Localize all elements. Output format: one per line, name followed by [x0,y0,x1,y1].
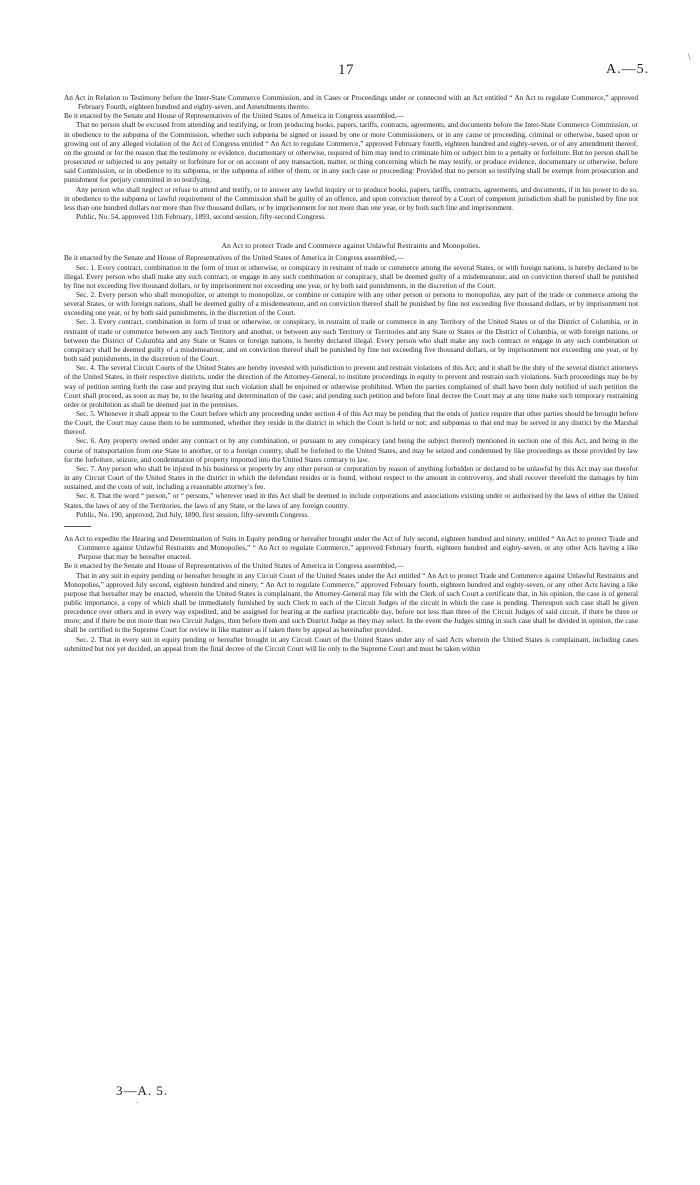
signature-mark: 3—A. 5. [116,1083,169,1098]
footer-dot: · [136,1099,139,1107]
act-title-expedite: An Act to expedite the Hearing and Determination of Suits in Equity pending or hereafter brought under the Act of July second, eighteen hundred and ninety, entitled “ An Act to protect Trade and Commerce against Unlawful Restraints and Monopolies,” “ An Act to regulate Commerce,” approved February fourth, eighteen hundred and eighty-seven, or any other Acts having a like Purpose that may be hereafter enacted. [64,533,638,562]
enacting-clause: Be it enacted by the Senate and House of Representatives of the United States of America in Congress assembled,— [64,561,404,571]
act-section: Sec. 2. That in every suit in equity pending or hereafter brought in any Circuit Court of the United States under any of said Acts wherein the United States is complainant, including cases submitted but not yet decided, an appeal from the final decree of the Circuit Court will lie only to the Supreme Court and must be taken within [64,634,638,653]
section-divider [64,526,91,527]
act-citation: Public, No. 190, approved, 2nd July, 1890, first session, fifty-seventh Congress. [76,509,310,519]
enacting-clause: Be it enacted by the Senate and House of Representatives of the United States of America in Congress assembled,— [64,111,404,121]
act-section: Sec. 6. Any property owned under any contract or by any combination, or pursuant to any conspiracy (and being the subject thereof) mentioned in section one of this Act, and being in the course of transportation from one State to another, or to a foreign country, shall be forfeited to the United States, and may be seized and condemned by like proceedings as those provided by law for the forfeiture, seizure, and condemnation of property imported into the United States contrary to law. [64,436,638,464]
act-paragraph: That in any suit in equity pending or hereafter brought in any Circuit Court of the United States under the Act entitled “ An Act to protect Trade and Commerce against Unlawful Restraints and Monopolies,” approved July second, eighteen hundred and ninety, “ An Act to regulate Commerce,” approved February fourth, eighteen hundred and eighty-seven, or any other Acts having a like purpose that hereafter may be enacted, wherein the United States is complainant, the Attorney-General may file with the Clerk of such Court a certificate that, in his opinion, the case is of general public importance, a copy of which shall be immediately furnished by such Clerk to each of the Circuit Judges of the circuit in which the case is pending. Thereupon such case shall be given precedence over others and in every way expedited, and be assigned for hearing at the earliest practicable day, before not less than three of the Circuit Judges of said circuit, if there be three or more; and if there be not more than two Circuit Judges, then before them and such District Judge as they may select. In the event the Judges sitting in such case shall be divided in opinion, the case shall be certified to the Supreme Court for review in like manner as if taken there by appeal as hereinafter provided. [64,570,638,635]
page-number: 17 [338,62,354,78]
act-title-trade-commerce: An Act to protect Trade and Commerce against Unlawful Restraints and Monopolies. [221,241,481,251]
act-section: Sec. 3. Every contract, combination in form of trust or otherwise, or conspiracy, in restraint of trade or commerce in any Territory of the United States or of the District of Columbia, or in restraint of trade or commerce between any such Territory and another, or between any such Territory or Territories and any State or States or the District of Columbia, or with foreign nations, or between the District of Columbia and any State or States or foreign nations, is hereby declared illegal. Every person who shall make any such contract or engage in any such combination or conspiracy shall be deemed guilty of a misdemeanour, and on conviction thereof shall be punished by fine not exceeding five thousand dollars, or by imprisonment not exceeding one year, or by both said punishments, in the discretion of the Court. [64,317,638,364]
act-section: Sec. 1. Every contract, combination in the form of trust or otherwise, or conspiracy in restraint of trade or commerce among the several States, or with foreign nations, is hereby declared to be illegal. Every person who shall make any such contract, or engage in any such combination or conspiracy, shall be deemed guilty of a misdemeanour, and on conviction thereof shall be punished by fine not exceeding five thousand dollars, or by imprisonment not exceeding one year, or by both said punishments, in the discretion of the Court. [64,262,638,290]
act-section: Sec. 8. That the word “ person,” or “ persons,” wherever used in this Act shall be deemed to include corporations and associations existing under or authorised by the laws of either the United States, the laws of any of the Territories, the laws of any State, or the laws of any foreign country. [64,491,638,510]
act-paragraph: Any person who shall neglect or refuse to attend and testify, or to answer any lawful inquiry or to produce books, papers, tariffs, contracts, agreements, and documents, if in his power to do so, in obedience to the subpœna or lawful requirement of the Commission shall be guilty of an offence, and upon conviction thereof by a Court of competent jurisdiction shall be punished by fine not less than one hundred dollars nor more than five thousand dollars, or by imprisonment for not more than one year, or by both such fine and imprisonment. [64,184,638,212]
corner-mark: \ [688,52,691,62]
act-title-testimony: An Act in Relation to Testimony before the Inter-State Commerce Commission, and in Cases or Proceedings under or connected with an Act entitled “ An Act to regulate Commerce,” approved February Fourth, eighteen hundred and eighty-seven, and Amendments thereto. [64,93,638,112]
page-header [0,62,700,82]
enacting-clause: Be it enacted by the Senate and House of Representatives of the United States of America in Congress assembled,— [64,253,404,263]
paper-reference: A.—5. [606,62,650,77]
act-section: Sec. 2. Every person who shall monopolize, or attempt to monopolize, or combine or conspire with any other person or persons to monopolize, any part of the trade or commerce among the several States, or with foreign nations, shall be deemed guilty of a misdemeanour, and on conviction thereof shall be punished by fine not exceeding five thousand dollars, or by imprisonment not exceeding one year, or by both said punishments, in the discretion of the Court. [64,289,638,318]
act-citation: Public, No. 54, approved 11th February, 1893, second session, fifty-second Congress. [76,212,326,222]
act-section: Sec. 7. Any person who shall be injured in his business or property by any other person or corporation by reason of anything forbidden or declared to be unlawful by this Act may sue therefor in any Circuit Court of the United States in the district in which the defendant resides or is found, without respect to the amount in controversy, and shall recover threefold the damages by him sustained, and the costs of suit, including a reasonable attorney’s fee. [64,463,638,492]
document-body [64,93,638,653]
act-section: Sec. 4. The several Circuit Courts of the United States are hereby invested with jurisdiction to prevent and restrain violations of this Act; and it shall be the duty of the several district attorneys of the United States, in their respective districts, under the direction of the Attorney-General, to institute proceedings in equity to prevent and restrain such violations. Such proceedings may be by way of petition setting forth the case and praying that such violation shall be enjoined or otherwise prohibited. When the parties complained of shall have been duly notified of such petition the Court shall proceed, as soon as may be, to the hearing and determination of the case; and pending such petition and before final decree the Court may at any time make such temporary restraining order or prohibition as shall be deemed just in the premises. [64,363,638,409]
act-section: Sec. 5. Whenever it shall appear to the Court before which any proceeding under section 4 of this Act may be pending that the ends of justice require that other parties should be brought before the Court, the Court may cause them to be summoned, whether they reside in the district in which the Court is held or not; and subpœnas to that end may be served in any district by the Marshal thereof. [64,409,638,437]
act-paragraph: That no person shall be excused from attending and testifying, or from producing books, papers, tariffs, contracts, agreements, and documents before the Inter-State Commerce Commission, or in obedience to the subpœna of the Commission, whether such subpœna be signed or issued by one or more Commissioners, or in any cause or proceeding, criminal or otherwise, based upon or growing out of any alleged violation of the Act of Congress entitled “ An Act to regulate Commerce,” approved February fourth, eighteen hundred and eighty-seven, or of any amendment thereof, on the ground or for the reason that the testimony or evidence, documentary or otherwise, required of him may tend to criminate him or subject him to a penalty or forfeiture. But no person shall be prosecuted or subjected to any penalty or forfeiture for or on account of any transaction, matter, or thing concerning which he may testify, or produce evidence, documentary or otherwise, before said Commission, or in obedience to its subpœna, or the subpœna of either of them, or in any such case or proceeding: Provided that no person so testifying shall be exempt from prosecution and punishment for perjury committed in so testifying. [64,120,638,185]
